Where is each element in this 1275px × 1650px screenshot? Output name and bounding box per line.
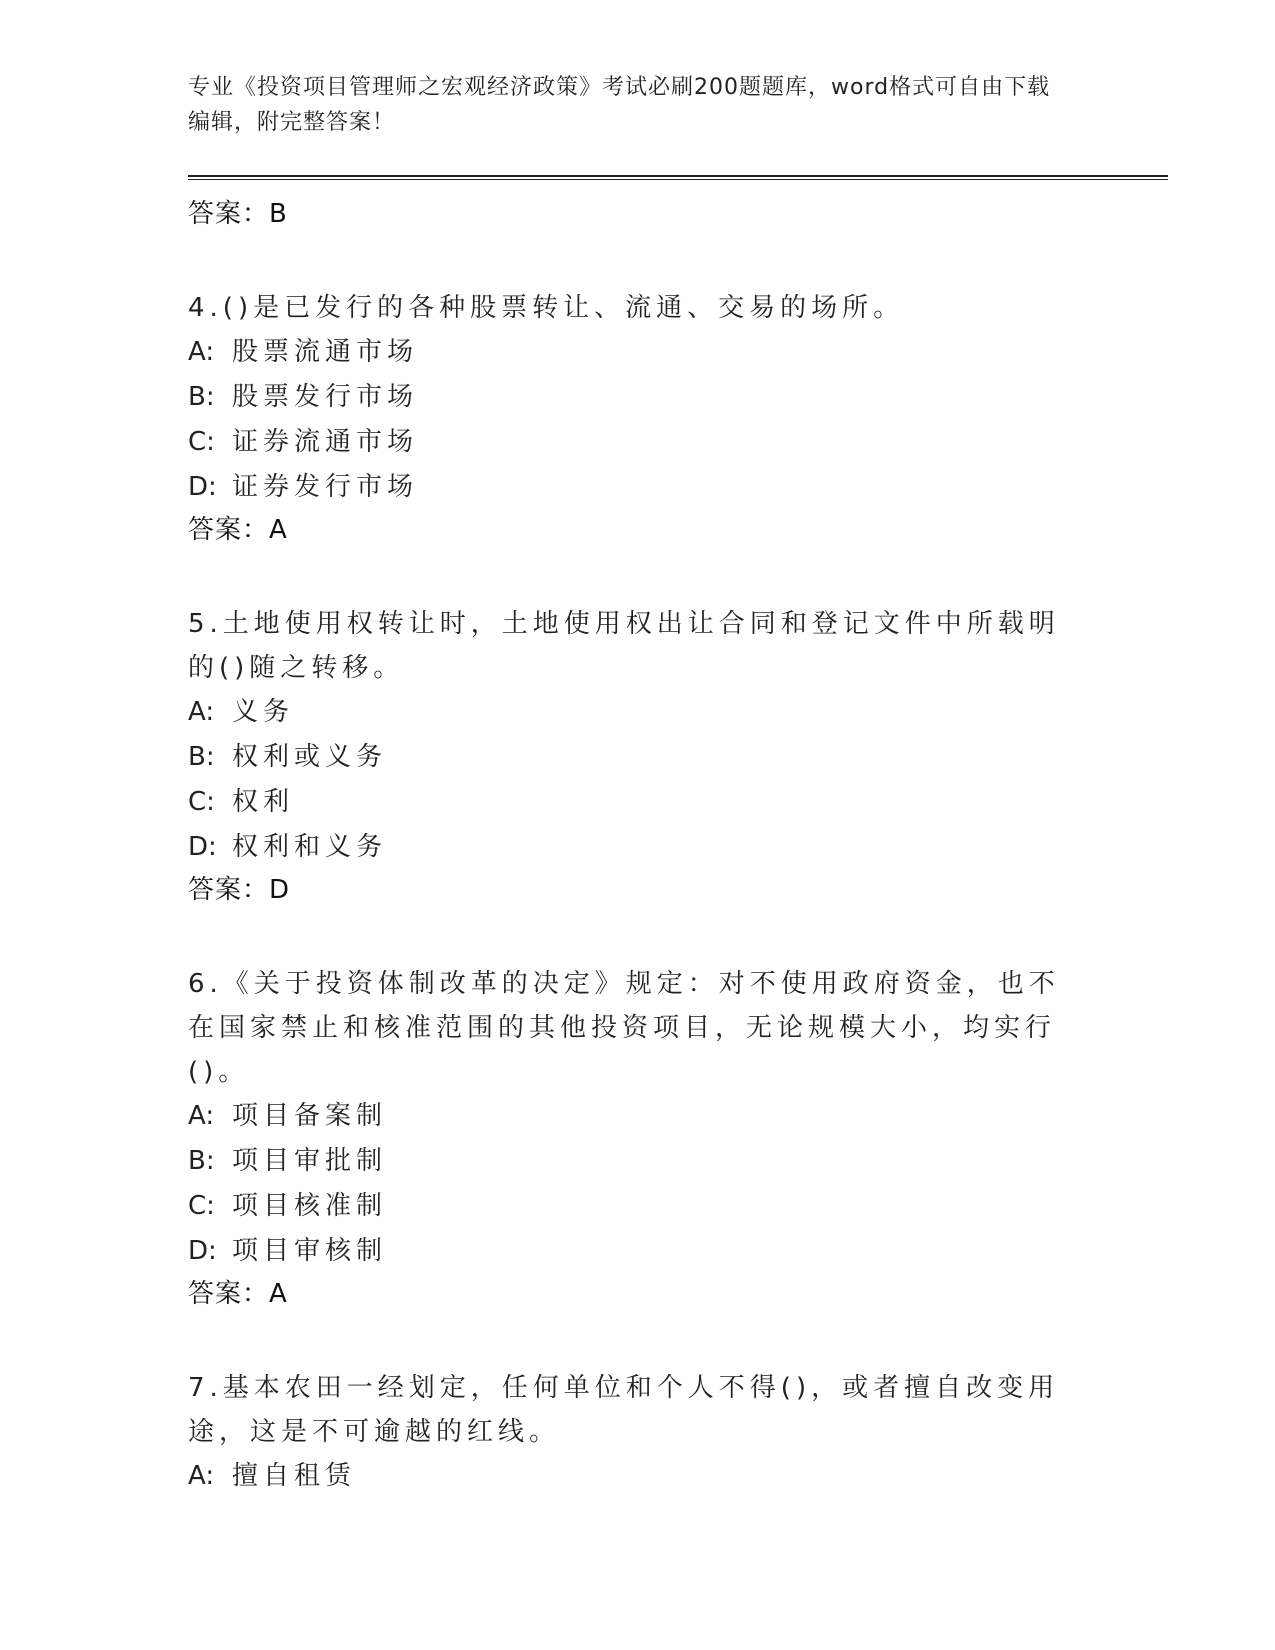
option-text: 权利和义务: [232, 832, 388, 862]
answer-option: [188, 1139, 1168, 1184]
answer-option: [188, 735, 1168, 780]
option-text: 擅自租赁: [232, 1461, 357, 1491]
answer-option: [188, 1184, 1168, 1229]
option-letter: A:: [188, 1101, 215, 1131]
answer-option: [188, 780, 1168, 825]
option-text: 证券发行市场: [232, 472, 419, 502]
option-text: 项目备案制: [232, 1101, 388, 1131]
document-page: [188, 70, 1168, 1499]
answer-option: [188, 690, 1168, 735]
option-letter: C:: [188, 787, 215, 817]
answer-option: [188, 1229, 1168, 1274]
option-text: 项目审批制: [232, 1146, 388, 1176]
option-text: 股票流通市场: [232, 337, 419, 367]
option-letter: D:: [188, 1236, 217, 1266]
option-letter: D:: [188, 472, 217, 502]
question-block: [188, 962, 1168, 1314]
question-block: [188, 602, 1168, 910]
question-block: [188, 286, 1168, 550]
document-header: 专业《投资项目管理师之宏观经济政策》考试必刷200题题库，word格式可自由下载编辑，附完整答案！: [188, 75, 1051, 135]
question-stem: 6.《关于投资体制改革的决定》规定：对不使用政府资金，也不在国家禁止和核准范围的其他投资项目，无论规模大小，均实行()。: [188, 969, 1060, 1087]
header-divider: [188, 175, 1168, 180]
option-letter: B:: [188, 382, 215, 412]
option-letter: B:: [188, 1146, 215, 1176]
question-answer: 答案：D: [188, 875, 291, 905]
question-answer: 答案：A: [188, 1279, 288, 1309]
answer-option: [188, 465, 1168, 510]
answer-option: [188, 825, 1168, 870]
option-letter: B:: [188, 742, 215, 772]
option-text: 项目审核制: [232, 1236, 388, 1266]
question-answer: 答案：A: [188, 515, 288, 545]
answer-option: [188, 420, 1168, 465]
option-text: 项目核准制: [232, 1191, 388, 1221]
answer-option: [188, 1094, 1168, 1139]
answer-option: [188, 375, 1168, 420]
option-text: 权利: [232, 787, 295, 817]
answer-option: [188, 330, 1168, 375]
option-letter: A:: [188, 697, 215, 727]
answer-option: [188, 1454, 1168, 1499]
option-letter: C:: [188, 427, 215, 457]
option-text: 义务: [232, 697, 295, 727]
question-stem: 5.土地使用权转让时，土地使用权出让合同和登记文件中所载明的()随之转移。: [188, 609, 1060, 683]
option-text: 权利或义务: [232, 742, 388, 772]
option-text: 证券流通市场: [232, 427, 419, 457]
question-block: [188, 1366, 1168, 1499]
answer-previous-question: 答案：B: [188, 199, 288, 229]
option-letter: C:: [188, 1191, 215, 1221]
option-letter: A:: [188, 1461, 215, 1491]
option-letter: A:: [188, 337, 215, 367]
question-list: [188, 286, 1168, 1499]
question-stem: 7.基本农田一经划定，任何单位和个人不得()，或者擅自改变用途，这是不可逾越的红线。: [188, 1373, 1060, 1447]
option-text: 股票发行市场: [232, 382, 419, 412]
option-letter: D:: [188, 832, 217, 862]
question-stem: 4.()是已发行的各种股票转让、流通、交易的场所。: [188, 293, 905, 323]
